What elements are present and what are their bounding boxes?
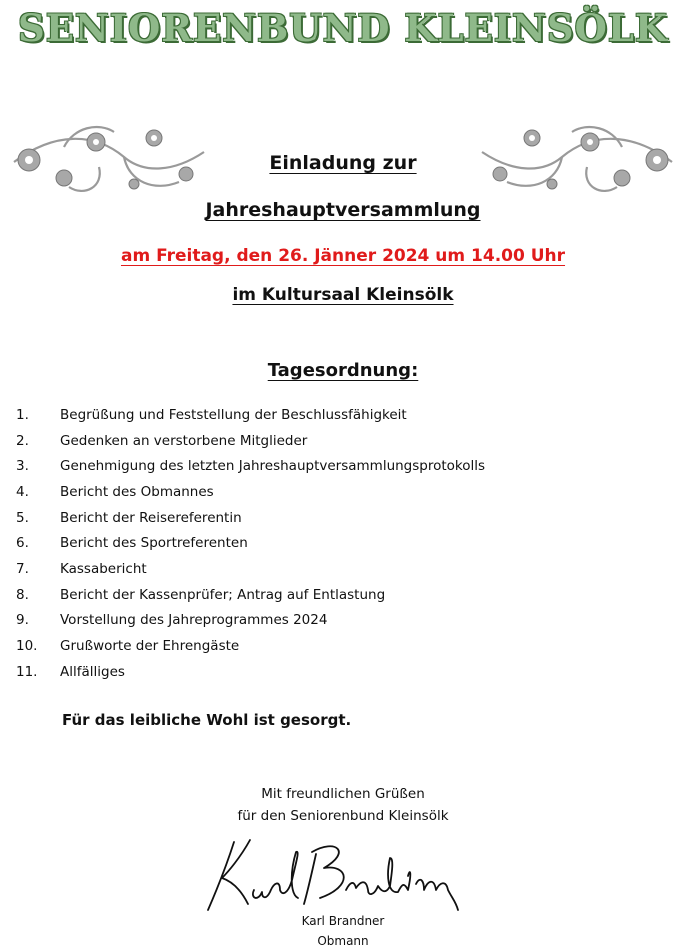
agenda-number: 11. — [16, 663, 38, 680]
list-item — [16, 453, 656, 479]
meeting-date: am Freitag, den 26. Jänner 2024 um 14.00 Uhr — [120, 246, 566, 266]
agenda-text: Allfälliges — [60, 663, 125, 680]
agenda-text: Grußworte der Ehrengäste — [60, 638, 240, 655]
agenda-text: Genehmigung des letzten Jahreshauptversammlungsprotokolls — [60, 458, 486, 475]
agenda-text: Bericht der Kassenprüfer; Antrag auf Entlastung — [60, 586, 386, 603]
list-item — [16, 633, 656, 659]
closing-greeting: Mit freundlichen Grüßen — [261, 786, 425, 802]
agenda-list — [16, 402, 656, 685]
agenda-number: 8. — [16, 586, 29, 603]
agenda-number: 3. — [16, 458, 29, 475]
catering-note: Für das leibliche Wohl ist gesorgt. — [62, 711, 352, 729]
agenda-number: 10. — [16, 638, 38, 655]
list-item — [16, 608, 656, 634]
agenda-text: Kassabericht — [60, 560, 147, 577]
list-item — [16, 402, 656, 428]
list-item — [16, 479, 656, 505]
agenda-text: Bericht der Reisereferentin — [60, 509, 242, 526]
list-item — [16, 582, 656, 608]
agenda-text: Vorstellung des Jahreprogrammes 2024 — [60, 612, 328, 629]
list-item — [16, 556, 656, 582]
handwritten-signature — [196, 832, 466, 914]
signer-role: Obmann — [317, 934, 369, 948]
agenda-number: 4. — [16, 483, 29, 500]
meeting-place: im Kultursaal Kleinsölk — [232, 285, 454, 305]
meeting-title: Jahreshauptversammlung — [205, 199, 481, 221]
closing-organization: für den Seniorenbund Kleinsölk — [237, 808, 449, 824]
agenda-text: Bericht des Sportreferenten — [60, 535, 248, 552]
agenda-number: 5. — [16, 509, 29, 526]
list-item — [16, 659, 656, 685]
agenda-text: Gedenken an verstorbene Mitglieder — [60, 432, 308, 449]
agenda-number: 1. — [16, 406, 29, 423]
agenda-number: 9. — [16, 612, 29, 629]
signer-name: Karl Brandner — [301, 914, 385, 928]
agenda-title: Tagesordnung: — [267, 360, 419, 381]
list-item — [16, 530, 656, 556]
agenda-number: 2. — [16, 432, 29, 449]
list-item — [16, 505, 656, 531]
banner-title: SENIORENBUND KLEINSÖLK — [17, 6, 668, 50]
list-item — [16, 428, 656, 454]
invitation-heading: Einladung zur — [269, 152, 417, 174]
agenda-number: 6. — [16, 535, 29, 552]
agenda-text: Bericht des Obmannes — [60, 483, 214, 500]
agenda-text: Begrüßung und Feststellung der Beschlussfähigkeit — [60, 406, 407, 423]
agenda-number: 7. — [16, 560, 29, 577]
